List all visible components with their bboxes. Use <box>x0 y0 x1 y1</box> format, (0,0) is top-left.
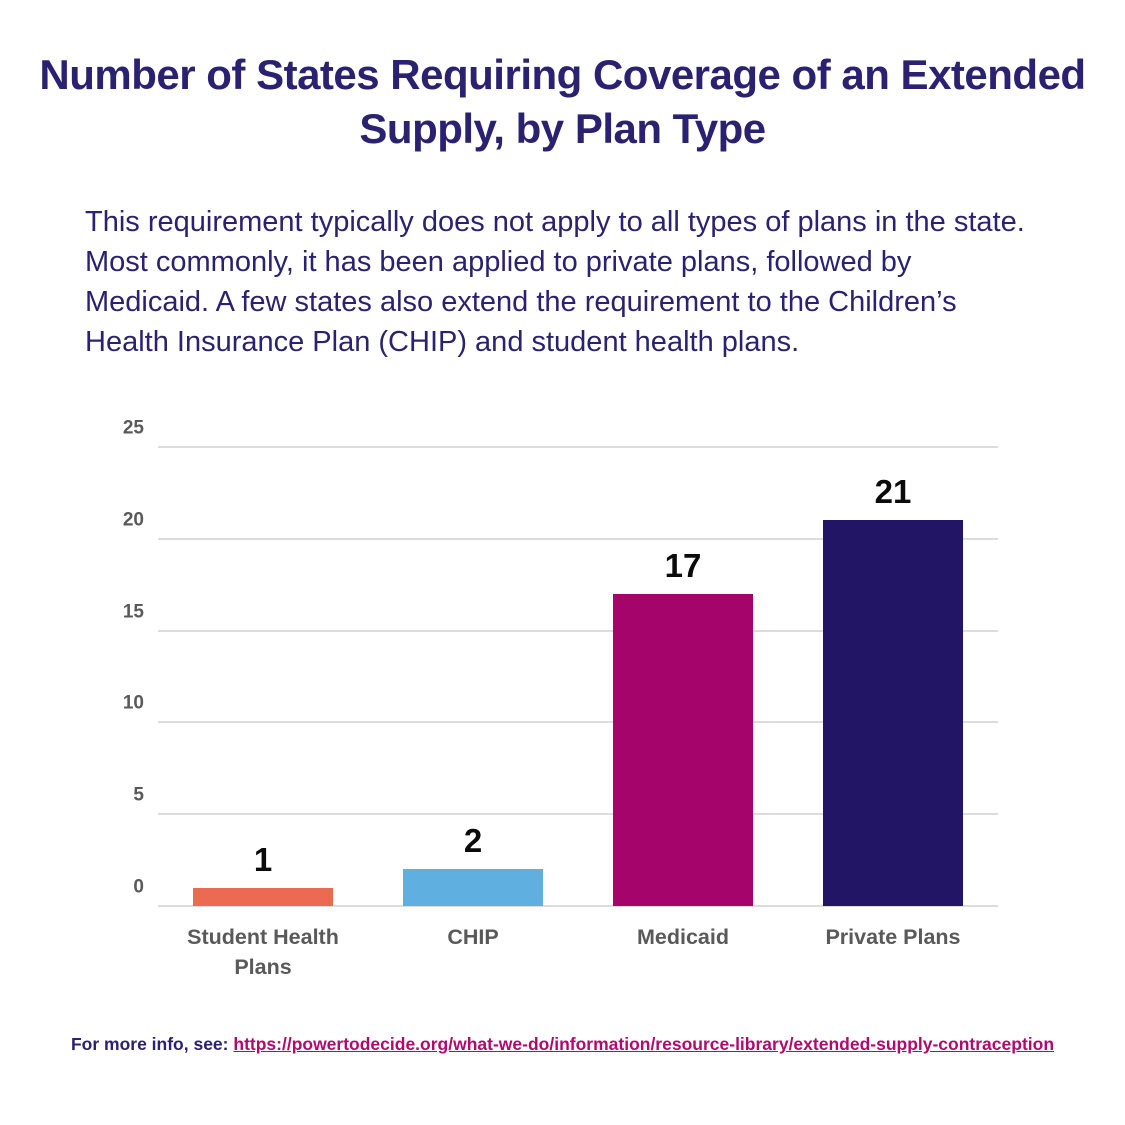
bar-value-label: 21 <box>874 473 912 511</box>
x-axis-label-medicaid <box>578 922 788 982</box>
y-axis-tick-label: 5 <box>133 784 144 806</box>
bar-student-health-plans <box>193 888 333 906</box>
y-axis-tick-label: 10 <box>122 692 144 714</box>
bar-slot-medicaid <box>578 447 788 906</box>
resource-link[interactable]: https://powertodecide.org/what-we-do/information/resource-library/extended-supply-contraception <box>233 1034 1055 1054</box>
y-axis-tick-label: 20 <box>122 509 144 531</box>
x-axis-label-text: Student Health Plans <box>187 925 339 979</box>
bar-slot-student-health-plans <box>158 447 368 906</box>
x-axis-label-text: Medicaid <box>637 925 729 949</box>
chart-description: This requirement typically does not apply to all types of plans in the state. Most commonly, it has been applied to private plans, followed by Medicaid. A few states also extend the requirement to the Children’s Health Insurance Plan (CHIP) and student health plans. <box>85 206 1025 358</box>
x-axis-label-private-plans <box>788 922 998 982</box>
bar-chip <box>403 869 543 906</box>
bar-chart <box>122 417 998 979</box>
bar-value-label: 17 <box>664 546 702 584</box>
x-axis-labels <box>158 922 998 982</box>
bar-slot-chip <box>368 447 578 906</box>
y-axis-tick-label: 15 <box>122 601 144 623</box>
page-title: Number of States Requiring Coverage of an Extended Supply, by Plan Type <box>39 51 1086 152</box>
chart-bars <box>158 447 998 906</box>
bar-value-label: 2 <box>463 822 483 860</box>
bar-slot-private-plans <box>788 447 998 906</box>
footer-label: For more info, see: <box>70 1034 229 1054</box>
x-axis-label-text: Private Plans <box>825 925 961 949</box>
x-axis-label-student-health-plans <box>158 922 368 982</box>
x-axis-label-text: CHIP <box>447 925 499 949</box>
footer <box>0 1033 1125 1055</box>
bar-private-plans <box>823 520 963 906</box>
bar-value-label: 1 <box>253 840 273 878</box>
x-axis-label-chip <box>368 922 578 982</box>
bar-medicaid <box>613 594 753 906</box>
y-axis-tick-label: 25 <box>122 417 144 439</box>
y-axis-tick-label: 0 <box>133 876 144 898</box>
